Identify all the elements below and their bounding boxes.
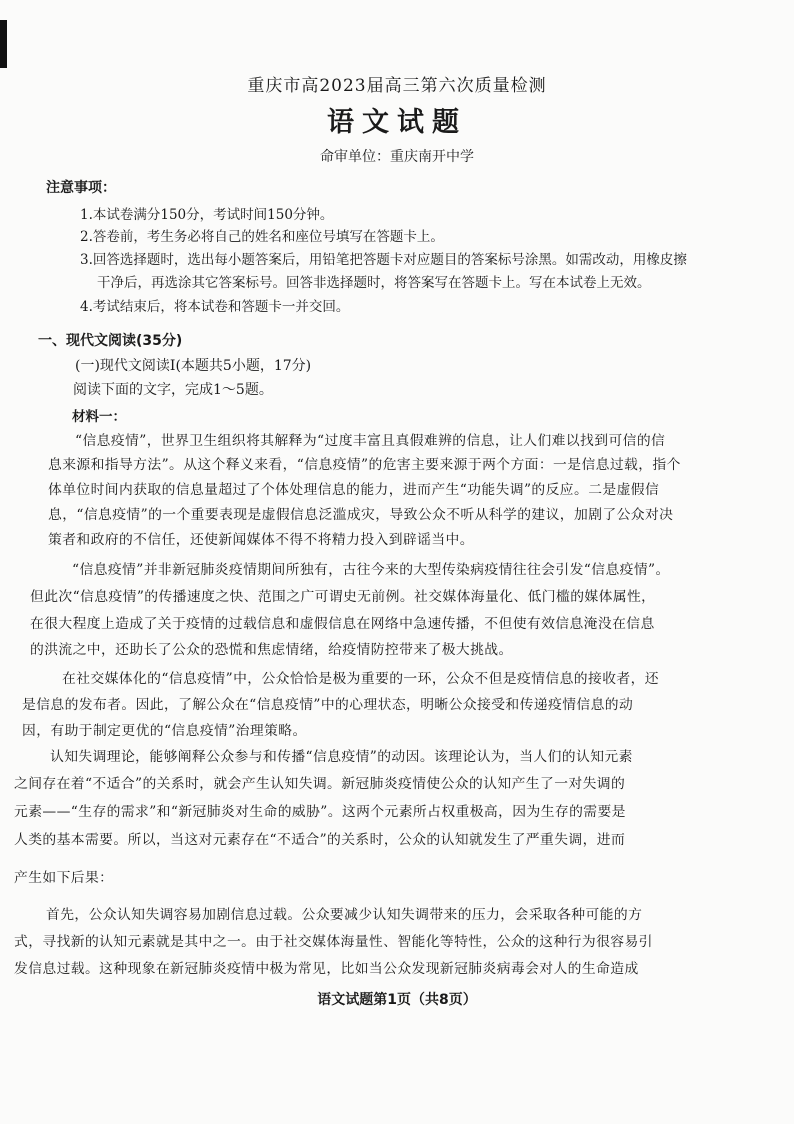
passage-line: 式，寻找新的认知元素就是其中之一。由于社交媒体海量性、智能化等特性，公众的这种行为很容易引 (14, 934, 653, 950)
passage-line: 元素——“生存的需求”和“新冠肺炎对生命的威胁”。这两个元素所占权重极高，因为生存的需要是 (14, 804, 626, 820)
section-title: 一、现代文阅读(35分) (38, 333, 183, 349)
passage-line: 认知失调理论，能够阐释公众参与和传播“信息疫情”的动因。该理论认为，当人们的认知元素 (50, 749, 633, 765)
passage-line: 体单位时间内获取的信息量超过了个体处理信息的能力，进而产生“功能失调”的反应。二是虚假信 (48, 482, 660, 498)
subsection-title: (一)现代文阅读Ⅰ(本题共5小题，17分) (75, 358, 312, 374)
page-footer: 语文试题第1页（共8页） (317, 992, 477, 1008)
passage-line: 因，有助于制定更优的“信息疫情”治理策略。 (22, 723, 307, 739)
passage-line: 息来源和指导方法”。从这个释义来看，“信息疫情”的危害主要来源于两个方面：一是信息过载，指个 (48, 457, 681, 473)
notice-item: 4.考试结束后，将本试卷和答题卡一并交回。 (80, 299, 350, 315)
scan-edge-mark (0, 20, 7, 68)
notice-item: 1.本试卷满分150分，考试时间150分钟。 (80, 207, 334, 223)
passage-line: 是信息的发布者。因此，了解公众在“信息疫情”中的心理状态，明晰公众接受和传递疫情信息的动 (22, 697, 634, 713)
passage-line: 策者和政府的不信任，还使新闻媒体不得不将精力投入到辟谣当中。 (48, 532, 474, 548)
instruction: 阅读下面的文字，完成1～5题。 (73, 382, 273, 398)
exam-header: 重庆市高2023届高三第六次质量检测 (247, 76, 547, 96)
passage-line: 之间存在着“不适合”的关系时，就会产生认知失调。新冠肺炎疫情使公众的认知产生了一对失调的 (14, 776, 626, 792)
passage-line: “信息疫情”并非新冠肺炎疫情期间所独有，古往今来的大型传染病疫情往往会引发“信息疫情”。 (72, 562, 670, 578)
notice-item: 2.答卷前，考生务必将自己的姓名和座位号填写在答题卡上。 (80, 229, 444, 245)
material-label: 材料一： (72, 409, 126, 425)
passage-line: 在很大程度上造成了关于疫情的过载信息和虚假信息在网络中急速传播，不但使有效信息淹没在信息 (30, 616, 655, 632)
passage-line: 首先，公众认知失调容易加剧信息过载。公众要减少认知失调带来的压力，会采取各种可能的方 (46, 907, 643, 923)
author-unit: 命审单位：重庆南开中学 (320, 149, 474, 165)
passage-line: 在社交媒体化的“信息疫情”中，公众恰恰是极为重要的一环，公众不但是疫情信息的接收者，还 (62, 671, 659, 687)
passage-line: 产生如下后果： (14, 870, 114, 886)
passage-line: 息，“信息疫情”的一个重要表现是虚假信息泛滥成灾，导致公众不听从科学的建议，加剧了公众对决 (48, 507, 674, 523)
passage-line: 的洪流之中，还助长了公众的恐慌和焦虑情绪，给疫情防控带来了极大挑战。 (30, 642, 513, 658)
notice-item: 3.回答选择题时，选出每小题答案后，用铅笔把答题卡对应题目的答案标号涂黑。如需改动，用橡皮擦 (80, 252, 687, 268)
passage-line: 人类的基本需要。所以，当这对元素存在“不适合”的关系时，公众的认知就发生了严重失调，进而 (14, 832, 626, 848)
page-title: 语文试题 (327, 107, 467, 138)
passage-line: “信息疫情”，世界卫生组织将其解释为“过度丰富且真假难辨的信息，让人们难以找到可信的信 (75, 433, 666, 449)
passage-line: 但此次“信息疫情”的传播速度之快、范围之广可谓史无前例。社交媒体海量化、低门槛的媒体属性， (30, 589, 656, 605)
passage-line: 发信息过载。这种现象在新冠肺炎疫情中极为常见，比如当公众发现新冠肺炎病毒会对人的生命造成 (14, 961, 639, 977)
notice-item: 干净后，再选涂其它答案标号。回答非选择题时，将答案写在答题卡上。写在本试卷上无效。 (97, 275, 651, 291)
notice-title: 注意事项： (46, 180, 116, 196)
